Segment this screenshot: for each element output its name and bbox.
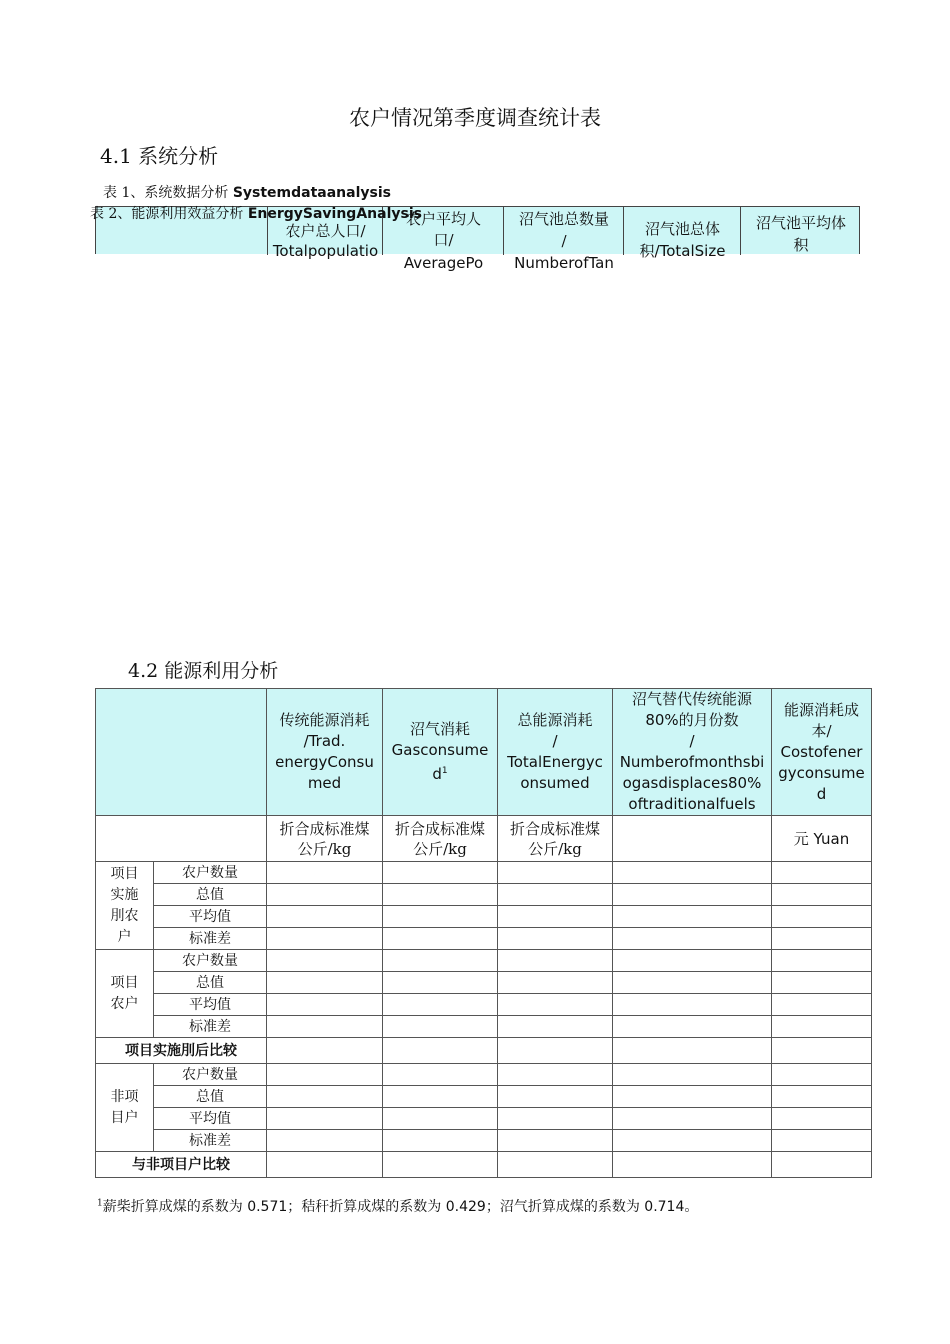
row-label: 平均值 — [154, 1108, 267, 1130]
row-label: 总值 — [154, 884, 267, 906]
header-blank-cell — [96, 689, 267, 816]
row-label: 平均值 — [154, 906, 267, 928]
table-row — [96, 1130, 872, 1152]
footnote-mark: 1 — [97, 1198, 103, 1209]
header-total-energy: 总能源消耗 / TotalEnergyc onsumed — [498, 689, 613, 816]
table-row — [96, 950, 872, 972]
t1-header-total-population: 农户总人口/ Totalpopulatio — [267, 207, 382, 255]
row-label: 农户数量 — [154, 950, 267, 972]
unit-cell-yuan: 元 Yuan — [772, 816, 872, 862]
table-header-row — [96, 689, 872, 816]
row-label: 农户数量 — [154, 1064, 267, 1086]
table-row — [96, 972, 872, 994]
section-heading-system-analysis: 4.1 系统分析 — [100, 144, 219, 168]
unit-row — [96, 816, 872, 862]
section-heading-energy-analysis: 4.2 能源利用分析 — [128, 660, 279, 682]
compare-nonproject-row — [96, 1152, 872, 1178]
header-traditional-energy: 传统能源消耗 /Trad. energyConsu med — [267, 689, 383, 816]
group-label-project: 项目 农户 — [96, 950, 154, 1038]
table-row — [96, 1016, 872, 1038]
group-label-implemented: 项目 实施 刖农 户 — [96, 862, 154, 950]
document-title: 农户情况第季度调查统计表 — [349, 106, 601, 130]
header-biogas-months: 沼气替代传统能源 80%的月份数 / Numberofmonthsbi ogasdisplaces80% oftraditionalfuels — [613, 689, 772, 816]
table2-caption: 表 2、能源利用效益分析 EnergySavingAnalysis — [90, 206, 422, 222]
row-label: 总值 — [154, 972, 267, 994]
table-row — [96, 1108, 872, 1130]
table-row — [96, 1086, 872, 1108]
header-gas-consumed: 沼气消耗 Gasconsume $d^1$ — [383, 689, 498, 816]
compare-before-after-row — [96, 1038, 872, 1064]
table-row — [96, 862, 872, 884]
row-label: 农户数量 — [154, 862, 267, 884]
footnote-ref: 1 — [441, 766, 448, 776]
row-label: 平均值 — [154, 994, 267, 1016]
table-row — [96, 884, 872, 906]
table-row — [96, 1064, 872, 1086]
table1-caption: 表 1、系统数据分析 Systemdataanalysis — [103, 185, 391, 201]
row-label: 标准差 — [154, 1016, 267, 1038]
row-label: 标准差 — [154, 928, 267, 950]
energy-analysis-table — [95, 688, 872, 1178]
unit-cell: 折合成标准煤 公斤/kg — [498, 816, 613, 862]
footnote: $^1$薪柴折算成煤的系数为 0.571；秸秆折算成煤的系数为 0.429；沼气折算成煤的系数为 0.714。 — [97, 1198, 699, 1215]
table-row — [96, 994, 872, 1016]
row-label: 总值 — [154, 1086, 267, 1108]
compare-nonproject-label: 与非项目户比较 — [96, 1152, 267, 1178]
unit-cell: 折合成标准煤 公斤/kg — [267, 816, 383, 862]
table-row — [96, 928, 872, 950]
compare-before-after-label: 项目实施刖后比较 — [96, 1038, 267, 1064]
table-row — [96, 906, 872, 928]
row-label: 标准差 — [154, 1130, 267, 1152]
t1-header-average-population: 农户平均人 口/ AveragePo — [382, 207, 503, 255]
t1-header-tank-number: 沼气池总数量 / NumberofTan — [503, 207, 623, 255]
group-label-nonproject: 非项 目户 — [96, 1064, 154, 1152]
header-energy-cost: 能源消耗成 本/ Costofener gyconsume d — [772, 689, 872, 816]
unit-cell: 折合成标准煤 公斤/kg — [383, 816, 498, 862]
t1-header-average-size: 沼气池平均体 积 — [740, 207, 860, 255]
t1-header-total-size: 沼气池总体 积/TotalSize — [623, 207, 740, 255]
